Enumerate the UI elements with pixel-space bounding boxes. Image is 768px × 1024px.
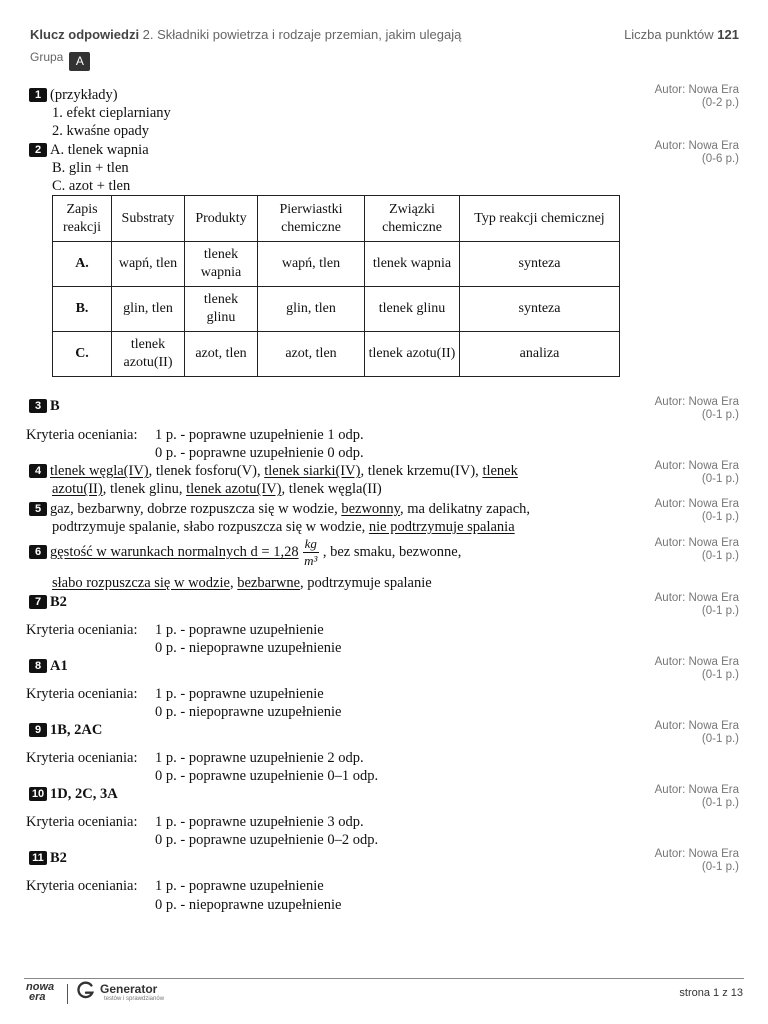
question-number: 4 (29, 464, 47, 478)
question-number: 10 (29, 787, 47, 801)
answer-text: 1D, 2C, 3A (50, 786, 118, 802)
table-header-cell: Typ reakcji chemicznej (460, 196, 620, 242)
table-cell: wapń, tlen (258, 242, 365, 287)
author-info: Autor: Nowa Era (0-6 p.) (654, 140, 739, 165)
table-cell: A. (53, 242, 112, 287)
question-number: 7 (29, 595, 47, 609)
answer-text: B (50, 398, 60, 414)
generator-logo-icon (77, 981, 95, 999)
table-row (53, 332, 620, 377)
question-number: 5 (29, 502, 47, 516)
criteria-line: 1 p. - poprawne uzupełnienie (155, 878, 324, 894)
question-number: 2 (29, 143, 47, 157)
author-info: Autor: Nowa Era (0-1 p.) (654, 656, 739, 681)
generator-brand-subtitle: testów i sprawdzianów (104, 996, 165, 1002)
question-number: 9 (29, 723, 47, 737)
answer-text: B2 (50, 594, 67, 610)
generator-brand: Generator (100, 982, 158, 996)
criteria-line: 1 p. - poprawne uzupełnienie 2 odp. (155, 750, 364, 766)
author-info: Autor: Nowa Era (0-1 p.) (654, 396, 739, 421)
table-cell: tlenek glinu (365, 287, 460, 332)
logo-separator (67, 984, 68, 1004)
table-row (53, 287, 620, 332)
question-2: 2 A. tlenek wapnia B. glin + tlen C. azot + tlen (29, 141, 149, 195)
question-9 (29, 721, 102, 739)
question-3 (29, 397, 60, 415)
table-cell: glin, tlen (112, 287, 185, 332)
points-total: Liczba punktów 121 (624, 27, 739, 42)
question-8 (29, 657, 68, 675)
question-number: 6 (29, 545, 47, 559)
author-info: Autor: Nowa Era (0-1 p.) (654, 848, 739, 873)
table-cell: C. (53, 332, 112, 377)
author-info: Autor: Nowa Era (0-1 p.) (654, 498, 739, 523)
question-number: 3 (29, 399, 47, 413)
criteria-line: 1 p. - poprawne uzupełnienie 3 odp. (155, 814, 364, 830)
table-header-row (53, 196, 620, 242)
criteria-line: 0 p. - niepoprawne uzupełnienie (155, 640, 342, 656)
table-cell: synteza (460, 287, 620, 332)
question-4: 4 tlenek węgla(IV), tlenek fosforu(V), tlenek siarki(IV), tlenek krzemu(IV), tlenek azotu(II), tlenek glinu, tlenek azotu(IV), tlenek węgla(II) (29, 462, 518, 498)
question-6: 6 gęstość w warunkach normalnych d = 1,28 $\frac{kg}{\text{m³}}$ , bez smaku, bezwonne, słabo rozpuszcza się w wodzie, bezbarwne, podtrzymuje spalanie (29, 534, 461, 592)
table-cell: tlenek wapnia (185, 242, 258, 287)
criteria-line: 1 p. - poprawne uzupełnienie 1 odp. (155, 427, 364, 443)
table-cell: B. (53, 287, 112, 332)
table-header-cell: Związki chemiczne (365, 196, 460, 242)
group-badge: A (69, 52, 90, 71)
answer-text: A1 (50, 658, 68, 674)
criteria-line: 1 p. - poprawne uzupełnienie (155, 622, 324, 638)
table-cell: wapń, tlen (112, 242, 185, 287)
question-number: 1 (29, 88, 47, 102)
question-7 (29, 593, 67, 611)
table-header-cell: Produkty (185, 196, 258, 242)
nowa-era-logo: nowa era (26, 981, 55, 1003)
author-info: Autor: Nowa Era (0-1 p.) (654, 460, 739, 485)
criteria-label: Kryteria oceniania: (26, 622, 138, 638)
group-indicator: Grupa A (30, 50, 90, 71)
question-1: 1 (przykłady) 1. efekt cieplarniany 2. kwaśne opady (29, 86, 171, 140)
criteria-label: Kryteria oceniania: (26, 814, 138, 830)
criteria-label: Kryteria oceniania: (26, 686, 138, 702)
author-info: Autor: Nowa Era (0-1 p.) (654, 720, 739, 745)
question-number: 8 (29, 659, 47, 673)
author-info: Autor: Nowa Era (0-2 p.) (654, 84, 739, 109)
criteria-line: 0 p. - niepoprawne uzupełnienie (155, 897, 342, 913)
criteria-line: 1 p. - poprawne uzupełnienie (155, 686, 324, 702)
question-number: 11 (29, 851, 47, 865)
table-header-cell: Substraty (112, 196, 185, 242)
table-cell: tlenek glinu (185, 287, 258, 332)
criteria-line: 0 p. - poprawne uzupełnienie 0–1 odp. (155, 768, 379, 784)
table-cell: azot, tlen (185, 332, 258, 377)
criteria-label: Kryteria oceniania: (26, 427, 138, 443)
author-info: Autor: Nowa Era (0-1 p.) (654, 784, 739, 809)
answer-text: B2 (50, 850, 67, 866)
criteria-label: Kryteria oceniania: (26, 878, 138, 894)
criteria-line: 0 p. - niepoprawne uzupełnienie (155, 704, 342, 720)
table-cell: azot, tlen (258, 332, 365, 377)
question-5: 5 gaz, bezbarwny, dobrze rozpuszcza się w wodzie, bezwonny, ma delikatny zapach, podtrzymuje spalanie, słabo rozpuszcza się w wodzie, nie podtrzymuje spalania (29, 500, 530, 536)
author-info: Autor: Nowa Era (0-1 p.) (654, 537, 739, 562)
author-info: Autor: Nowa Era (0-1 p.) (654, 592, 739, 617)
page-number: strona 1 z 13 (679, 987, 743, 999)
question-10 (29, 785, 118, 803)
density-unit-fraction: $\frac{kg}{\text{m³}}$ (304, 536, 318, 569)
table-row (53, 242, 620, 287)
table-cell: analiza (460, 332, 620, 377)
footer-divider (24, 978, 744, 979)
table-cell: tlenek azotu(II) (112, 332, 185, 377)
table-cell: tlenek wapnia (365, 242, 460, 287)
answer-text: 1B, 2AC (50, 722, 103, 738)
table-header-cell: Zapis reakcji (53, 196, 112, 242)
criteria-line: 0 p. - poprawne uzupełnienie 0–2 odp. (155, 832, 379, 848)
question-11 (29, 849, 67, 867)
criteria-label: Kryteria oceniania: (26, 750, 138, 766)
document-title: Klucz odpowiedzi 2. Składniki powietrza i rodzaje przemian, jakim ulegają (30, 27, 462, 42)
table-header-cell: Pierwiastki chemiczne (258, 196, 365, 242)
table-cell: tlenek azotu(II) (365, 332, 460, 377)
criteria-line: 0 p. - poprawne uzupełnienie 0 odp. (155, 445, 364, 461)
table-cell: synteza (460, 242, 620, 287)
table-cell: glin, tlen (258, 287, 365, 332)
reaction-table (52, 195, 620, 377)
